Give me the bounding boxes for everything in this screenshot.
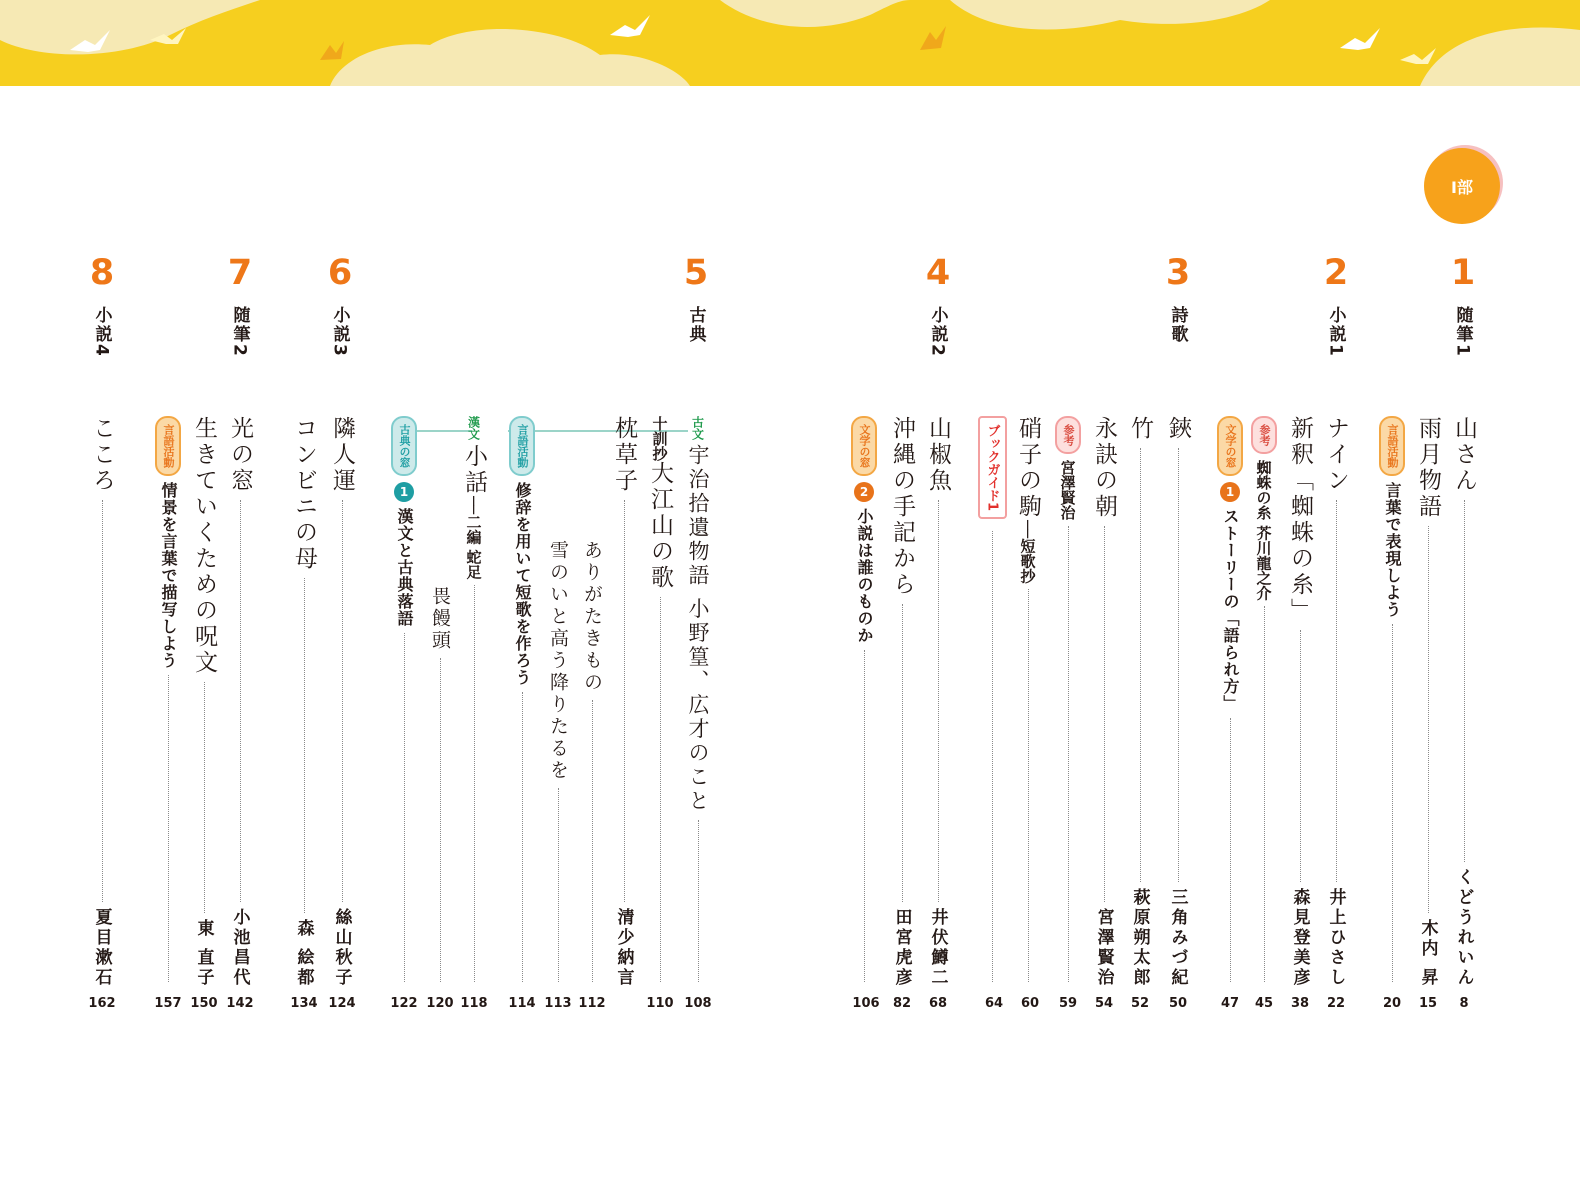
gengo-katsudo-badge: 言語活動 (1379, 416, 1405, 476)
leader-dots (1028, 589, 1029, 982)
sanko-badge: 参考 (1251, 416, 1277, 454)
leader-dots (342, 500, 343, 902)
toc-entry[interactable] (186, 416, 222, 988)
toc-entry[interactable] (1374, 416, 1410, 988)
chapter-genre: 小説2 (927, 306, 948, 358)
leader-dots (624, 500, 625, 902)
page-number: 112 (578, 996, 606, 1011)
leader-dots (240, 500, 241, 902)
leader-dots (592, 700, 593, 982)
leader-dots (204, 682, 205, 913)
entry-author: 井上ひさし (1325, 888, 1346, 988)
entry-title: 小話 (461, 444, 487, 496)
page-number: 124 (328, 996, 356, 1011)
toc-entry[interactable] (1010, 416, 1046, 988)
leader-dots (902, 604, 903, 902)
book-guide-badge: ブックガイド1 (978, 416, 1007, 519)
page-number: 157 (154, 996, 182, 1011)
chapter-4 (918, 254, 958, 358)
entry-author: 三角みづ紀 (1167, 888, 1188, 988)
leader-dots (1140, 448, 1141, 882)
page-number: 15 (1418, 996, 1438, 1011)
chapter-number: 4 (925, 253, 951, 293)
bungaku-no-mado-badge: 文学の窓 (1217, 416, 1243, 476)
entry-title: 雨月物語 (1415, 416, 1441, 520)
toc-entry[interactable] (846, 416, 882, 988)
entry-title: 硝子の駒 (1015, 416, 1041, 520)
page-number: 20 (1382, 996, 1402, 1011)
entry-author: 井伏鱒二 (927, 908, 948, 988)
toc-entry[interactable] (1160, 416, 1196, 988)
toc-entry[interactable] (286, 416, 322, 988)
chapter-genre: 小説3 (329, 306, 350, 358)
toc-entry[interactable] (84, 416, 120, 988)
entry-author: くどうれいん (1453, 868, 1474, 988)
entry-author: 田宮虎彦 (891, 908, 912, 988)
toc-entry[interactable] (504, 416, 540, 988)
leader-dots (304, 578, 305, 913)
leader-dots (864, 650, 865, 982)
toc-entry[interactable] (422, 586, 458, 988)
entry-title: 畏饅頭 (429, 586, 451, 652)
entry-author: 森 絵都 (293, 919, 314, 988)
page-number: 118 (460, 996, 488, 1011)
page-number: 59 (1058, 996, 1078, 1011)
chapter-2 (1316, 254, 1356, 358)
entry-author: 清少納言 (613, 908, 634, 988)
entry-title: 新釈「蜘蛛の糸」 (1287, 416, 1313, 624)
toc-entry[interactable] (642, 416, 678, 988)
entry-subtitle: ──二編 蛇足 (464, 496, 483, 580)
chapter-number: 2 (1323, 253, 1349, 293)
chapter-7 (220, 254, 260, 358)
part-label: Ⅰ部 (1451, 177, 1473, 197)
entry-title: 山椒魚 (925, 416, 951, 494)
page-number: 50 (1168, 996, 1188, 1011)
page-number: 120 (426, 996, 454, 1011)
toc-entry[interactable] (1086, 416, 1122, 988)
toc-entry[interactable] (1410, 416, 1446, 988)
leader-dots (1464, 500, 1465, 862)
chapter-8 (82, 254, 122, 358)
toc-entry[interactable] (1246, 416, 1282, 988)
leader-dots (1068, 526, 1069, 982)
header-banner (0, 0, 1580, 86)
toc-entry[interactable] (1212, 416, 1248, 988)
leader-dots (1428, 526, 1429, 913)
page-number: 134 (290, 996, 318, 1011)
leader-dots (1178, 448, 1179, 882)
entry-title: 竹 (1127, 416, 1153, 442)
chapter-genre: 随筆1 (1452, 306, 1473, 358)
toc-entry[interactable] (974, 416, 1010, 988)
leader-dots (1392, 624, 1393, 982)
leader-dots (938, 500, 939, 902)
page-number: 47 (1220, 996, 1240, 1011)
toc-entry[interactable] (324, 416, 360, 988)
entry-title: 蜘蛛の糸 芥川龍之介 (1254, 460, 1273, 601)
section-number: 1 (394, 482, 414, 502)
entry-title: こころ (89, 416, 115, 494)
entry-author: 宮澤賢治 (1093, 908, 1114, 988)
toc-entry[interactable] (1446, 416, 1482, 988)
page-number: 113 (544, 996, 572, 1011)
chapter-genre: 小説1 (1325, 306, 1346, 358)
page-number: 52 (1130, 996, 1150, 1011)
toc-entry[interactable] (150, 416, 186, 988)
page-number: 68 (928, 996, 948, 1011)
entry-title: コンビニの母 (291, 416, 317, 572)
toc-entry[interactable] (920, 416, 956, 988)
page-number: 142 (226, 996, 254, 1011)
page-number: 22 (1326, 996, 1346, 1011)
entry-title: ナイン (1323, 416, 1349, 494)
leader-dots (522, 692, 523, 982)
leader-dots (440, 658, 441, 982)
entry-title: ありがたきもの (581, 540, 603, 694)
toc-entry[interactable] (222, 416, 258, 988)
page-number: 45 (1254, 996, 1274, 1011)
toc-entry[interactable] (386, 416, 422, 988)
entry-title: 漢文と古典落語 (395, 508, 414, 627)
toc-entry[interactable] (1122, 416, 1158, 988)
chapter-number: 6 (327, 253, 353, 293)
chapter-genre: 随筆2 (229, 306, 250, 358)
page-number: 54 (1094, 996, 1114, 1011)
entry-title: 修辞を用いて短歌を作ろう (513, 482, 532, 686)
entry-author: 萩原朔太郎 (1129, 888, 1150, 988)
page-number: 60 (1020, 996, 1040, 1011)
page-number: 64 (984, 996, 1004, 1011)
entry-title: 宇治拾遺物語 小野篁、広才のこと (686, 444, 710, 814)
leader-dots (992, 531, 993, 982)
toc-entry[interactable] (540, 540, 576, 988)
leader-dots (1104, 526, 1105, 902)
chapter-number: 8 (89, 253, 115, 293)
entry-author: 絲山秋子 (331, 908, 352, 988)
chapter-6 (320, 254, 360, 358)
entry-title: 生きていくための呪文 (191, 416, 217, 676)
toc-entry[interactable] (1050, 416, 1086, 988)
entry-title: 沖縄の手記から (889, 416, 915, 598)
entry-title: 情景を言葉で描写しよう (159, 482, 178, 669)
entry-title: 大江山の歌 (647, 461, 673, 591)
toc-entry[interactable] (1318, 416, 1354, 988)
leader-dots (168, 675, 169, 982)
page-number: 106 (852, 996, 880, 1011)
entry-author: 小池昌代 (229, 908, 250, 988)
chapter-number: 5 (683, 253, 709, 293)
page-number: 82 (892, 996, 912, 1011)
chapter-genre: 古典 (685, 306, 706, 344)
entry-title: 鋏 (1165, 416, 1191, 442)
entry-title: ストーリーの「語られ方」 (1221, 508, 1240, 712)
leader-dots (404, 633, 405, 982)
sanko-badge: 参考 (1055, 416, 1081, 454)
leader-dots (1264, 606, 1265, 982)
page-number: 162 (88, 996, 116, 1011)
entry-prefix: 十訓抄 (650, 416, 669, 461)
entry-title: 雪のいと高う降りたるを (547, 540, 569, 782)
chapter-5 (676, 254, 716, 344)
page-number: 150 (190, 996, 218, 1011)
leader-dots (698, 820, 699, 982)
page-number: 38 (1290, 996, 1310, 1011)
toc-entry[interactable] (456, 416, 492, 988)
entry-title: 小説は誰のものか (855, 508, 874, 644)
chapter-3 (1158, 254, 1198, 344)
entry-author: 森見登美彦 (1289, 888, 1310, 988)
leader-dots (102, 500, 103, 902)
part-badge (1424, 148, 1500, 224)
kobun-tag: 古文 (690, 416, 705, 440)
toc-entry[interactable] (606, 416, 642, 988)
chapter-genre: 小説4 (91, 306, 112, 358)
toc-entry[interactable] (680, 416, 716, 988)
leader-dots (1230, 718, 1231, 982)
entry-title: 言葉で表現しよう (1383, 482, 1402, 618)
entry-title: 宮澤賢治 (1058, 460, 1077, 520)
entry-author: 夏目漱石 (91, 908, 112, 988)
page-number: 8 (1459, 996, 1469, 1011)
entry-subtitle: ──短歌抄 (1018, 520, 1037, 584)
entry-title: 山さん (1451, 416, 1477, 494)
leader-dots (1300, 630, 1301, 882)
leader-dots (474, 585, 475, 982)
page-number: 114 (508, 996, 536, 1011)
page-number: 108 (684, 996, 712, 1011)
toc-entry[interactable] (884, 416, 920, 988)
entry-author: 東 直子 (193, 919, 214, 988)
entry-title: 隣人運 (329, 416, 355, 494)
chapter-number: 1 (1450, 253, 1476, 293)
chapter-genre: 詩歌 (1167, 306, 1188, 344)
section-number: 1 (1220, 482, 1240, 502)
chapter-number: 3 (1165, 253, 1191, 293)
gengo-katsudo-badge: 言語活動 (155, 416, 181, 476)
kanbun-tag: 漢文 (466, 416, 481, 440)
toc-entry[interactable] (574, 540, 610, 988)
page-number: 110 (646, 996, 674, 1011)
section-number: 2 (854, 482, 874, 502)
gengo-katsudo-badge: 言語活動 (509, 416, 535, 476)
chapter-number: 7 (227, 253, 253, 293)
leader-dots (558, 788, 559, 982)
entry-title: 光の窓 (227, 416, 253, 494)
koten-no-mado-badge: 古典の窓 (391, 416, 417, 476)
chapter-1 (1443, 254, 1483, 358)
page-number: 122 (390, 996, 418, 1011)
leader-dots (660, 597, 661, 982)
entry-title: 永訣の朝 (1091, 416, 1117, 520)
bungaku-no-mado-badge: 文学の窓 (851, 416, 877, 476)
toc-entry[interactable] (1282, 416, 1318, 988)
entry-author: 木内 昇 (1417, 919, 1438, 988)
leader-dots (1336, 500, 1337, 882)
entry-title: 枕草子 (611, 416, 637, 494)
